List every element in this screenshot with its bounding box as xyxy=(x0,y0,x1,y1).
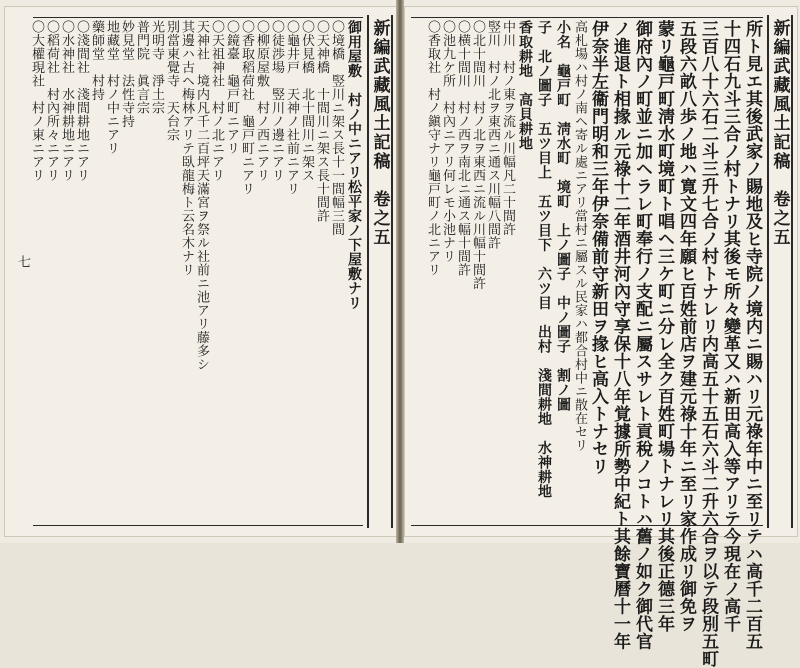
text-line: 中川 村ノ東ヲ流ル川幅凡二十間許 xyxy=(500,20,515,236)
text-line: 〇天祖神社 村ノ北ニアリ xyxy=(209,20,224,182)
text-line: 〇境橋 竪川ニ架ス長十一間幅三間 xyxy=(329,20,344,236)
book-gutter xyxy=(396,0,404,543)
text-line: 〇徒渉場 竪川ノ邊ニアリ xyxy=(269,20,284,182)
text-line: 藥師堂 村持 xyxy=(89,20,104,101)
text-line: 三百八十六石二斗三升七合ノ村トナレリ内高五十五石六斗二升六合ヲ以テ段別五町 xyxy=(698,20,718,668)
text-line: 〇淺間社 淺間耕地ニアリ xyxy=(74,20,89,182)
page-number: 七 xyxy=(15,255,30,268)
text-line: 光明寺 淨土宗 xyxy=(149,20,164,115)
text-line: 〇柳原屋敷 村ノ西ニアリ xyxy=(254,20,269,182)
text-line: ノ進退ト相掾ル元祿十二年酒井河內守享保十八年覚據所勢中紀ト其餘寶曆十一年 xyxy=(610,20,630,650)
text-line: 五段六畝八歩ノ地ハ寛文四年願ヒ百姓前店ヲ建元祿十年ニ至リ家作成リ御免ヲ xyxy=(676,20,696,633)
text-line: 別當東覺寺 天台宗 xyxy=(164,20,179,142)
left-running-head: 新編武藏風土記稿 卷之五 xyxy=(367,15,393,528)
text-line: 伊奈半左衞門明和三年伊奈備前守新田ヲ掾ヒ高入トナセリ xyxy=(588,20,608,475)
text-line: 蒙リ龜戸町淸水町境町ト唱ヘ三ケ町ニ分レ全ク百姓町場トナレリ其後正德三年 xyxy=(654,20,674,633)
text-line: 御用屋敷 村ノ中ニアリ松平家ノ下屋敷ナリ xyxy=(346,20,362,310)
text-line: 天神社 境内凡千二百坪天滿宮ヲ祭ル社前ニ池アリ藤多シ xyxy=(194,20,209,371)
text-line: 十四石九斗三合ノ村トナリ其後モ所々變革又ハ新田高入等アリテ今現在ノ高千 xyxy=(720,20,740,633)
text-line: 〇龜井戸 天神ノ社前ニアリ xyxy=(284,20,299,196)
text-line: 普門院 眞言宗 xyxy=(134,20,149,115)
right-page xyxy=(404,6,798,668)
text-line: 〇香取社 村ノ鎭守ナリ龜戸町ノ北ニアリ xyxy=(425,20,440,277)
text-line: 〇香取稻荷社 龜戸町ニアリ xyxy=(239,20,254,196)
text-line: 〇鏡臺 龜戸町ニアリ xyxy=(224,20,239,155)
text-line: 所ト見エ其後武家ノ賜地及ヒ寺院ノ境内ニ賜ハリ元祿年中ニ至リテハ高千二百五 xyxy=(742,20,762,650)
text-line: 〇大權現社 村ノ東ニアリ xyxy=(29,20,44,182)
text-line: 子 北ノ圖子 五ツ目上 五ツ目下 六ツ目 出村 淺間耕地 水神耕地 xyxy=(536,20,552,499)
text-line: 〇天神橋 十間川ニ架ス長十間許 xyxy=(314,20,329,223)
left-text-block xyxy=(29,17,363,526)
text-line: 高札場ハ村ノ南ヘ寄ル處ニアリ當村ニ屬スル民家ハ都合村中ニ散在セリ xyxy=(572,20,587,452)
right-running-head: 新編武藏風土記稿 卷之五 xyxy=(767,15,793,528)
text-line: 香取耕地 高貝耕地 xyxy=(517,20,533,151)
text-line: 妙見堂 法性寺持 xyxy=(119,20,134,128)
text-line: 〇北十間川 村ノ北ヲ東西ニ流ル川幅十間許 xyxy=(470,20,485,290)
text-line: 〇水神社 水神耕地ニアリ xyxy=(59,20,74,182)
text-line: 其邊ハ古ヘ梅林アリテ臥龍梅ト云名木ナリ xyxy=(179,20,194,277)
text-line: 竪川 村ノ北ヲ東西ニ通ス川幅八間許 xyxy=(485,20,500,250)
text-line: 〇稻荷社 村內所々ニアリ xyxy=(44,20,59,182)
right-text-block xyxy=(411,17,763,668)
text-line: 小名 龜戸町 淸水町 境町 上ノ圖子 中ノ圖子 割ノ圖 xyxy=(555,20,571,412)
text-line: 〇横十間川 村ノ西ヲ南北ニ通ス幅十間許 xyxy=(455,20,470,277)
text-line: 地藏堂 村ノ中ニアリ xyxy=(104,20,119,155)
left-page xyxy=(4,6,398,537)
text-line: 御府內ノ町並ニ加ヘラレ町奉行ノ支配ニ屬スサレト貢稅ノコトハ舊ノ如ク御代官 xyxy=(632,20,652,650)
text-line: 〇池九ケ所 村內ニアリ何レモ小池ナリ xyxy=(440,20,455,263)
text-line: 〇伏見橋 北十間川ニ架ス xyxy=(299,20,314,182)
